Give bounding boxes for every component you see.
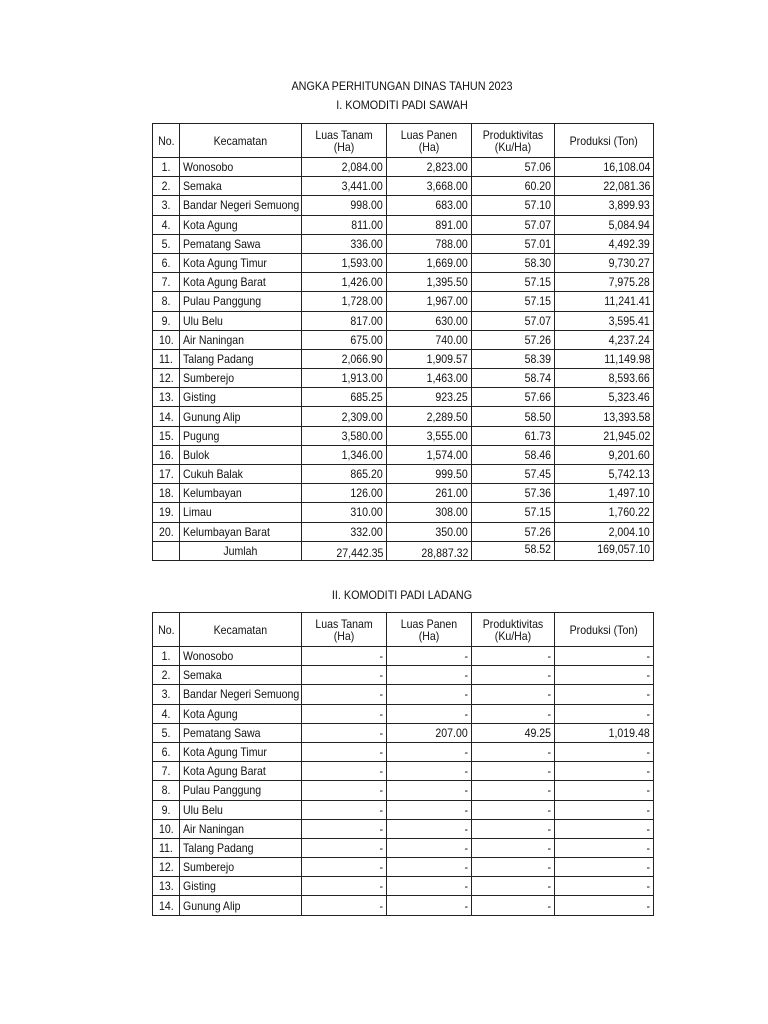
luas-tanam-cell: 865.20 <box>302 465 387 484</box>
header-no: No. <box>153 124 180 158</box>
kecamatan-cell: Air Naningan <box>180 330 302 349</box>
table-row <box>153 858 654 877</box>
kecamatan-cell: Kota Agung Barat <box>180 762 302 781</box>
luas-panen-cell: 891.00 <box>387 215 472 234</box>
no-cell: 4. <box>153 704 180 723</box>
table-header-row <box>153 124 654 158</box>
luas-tanam-cell: 1,346.00 <box>302 445 387 464</box>
table-padi-ladang <box>152 612 654 916</box>
produksi-cell: 5,084.94 <box>555 215 654 234</box>
produktivitas-cell: - <box>472 742 555 761</box>
produksi-cell: 21,945.02 <box>555 426 654 445</box>
table-row <box>153 196 654 215</box>
luas-tanam-cell: - <box>302 666 387 685</box>
no-cell: 17. <box>153 465 180 484</box>
luas-panen-cell: - <box>387 666 472 685</box>
produktivitas-cell: 58.74 <box>472 369 555 388</box>
luas-panen-cell: - <box>387 819 472 838</box>
no-cell: 12. <box>153 369 180 388</box>
no-cell: 10. <box>153 819 180 838</box>
luas-panen-cell: - <box>387 762 472 781</box>
no-cell: 11. <box>153 349 180 368</box>
section-title-padi-ladang: II. KOMODITI PADI LADANG <box>331 588 473 602</box>
table-row <box>153 522 654 541</box>
table-row <box>153 177 654 196</box>
produktivitas-cell: 57.36 <box>472 484 555 503</box>
table-row <box>153 426 654 445</box>
kecamatan-cell: Talang Padang <box>180 349 302 368</box>
kecamatan-cell: Kota Agung <box>180 704 302 723</box>
produksi-cell: - <box>555 762 654 781</box>
luas-panen-cell: 1,574.00 <box>387 445 472 464</box>
luas-tanam-cell: 1,593.00 <box>302 253 387 272</box>
luas-panen-cell: 1,909.57 <box>387 349 472 368</box>
kecamatan-cell: Kota Agung <box>180 215 302 234</box>
luas-panen-cell: - <box>387 685 472 704</box>
table-row <box>153 158 654 177</box>
produktivitas-cell: 61.73 <box>472 426 555 445</box>
produktivitas-cell: 58.50 <box>472 407 555 426</box>
luas-panen-cell: - <box>387 896 472 915</box>
produktivitas-cell: - <box>472 685 555 704</box>
produktivitas-cell: 60.20 <box>472 177 555 196</box>
produktivitas-cell: 57.07 <box>472 215 555 234</box>
luas-panen-cell: 3,668.00 <box>387 177 472 196</box>
produktivitas-cell: 58.39 <box>472 349 555 368</box>
no-cell: 18. <box>153 484 180 503</box>
produktivitas-cell: 57.66 <box>472 388 555 407</box>
no-cell: 1. <box>153 158 180 177</box>
no-cell: 3. <box>153 685 180 704</box>
header-produktivitas: Produktivitas (Ku/Ha) <box>472 613 555 647</box>
kecamatan-cell: Sumberejo <box>180 369 302 388</box>
no-cell: 14. <box>153 896 180 915</box>
table-row <box>153 330 654 349</box>
produksi-cell: - <box>555 819 654 838</box>
no-cell: 16. <box>153 445 180 464</box>
total-label: Jumlah <box>180 541 302 560</box>
kecamatan-cell: Bulok <box>180 445 302 464</box>
kecamatan-cell: Pulau Panggung <box>180 292 302 311</box>
luas-panen-cell: - <box>387 877 472 896</box>
no-cell: 9. <box>153 311 180 330</box>
luas-tanam-cell: 1,728.00 <box>302 292 387 311</box>
produktivitas-cell: 57.06 <box>472 158 555 177</box>
no-cell: 3. <box>153 196 180 215</box>
produktivitas-cell: - <box>472 647 555 666</box>
produktivitas-cell: 58.46 <box>472 445 555 464</box>
produksi-cell: 9,201.60 <box>555 445 654 464</box>
luas-tanam-cell: - <box>302 877 387 896</box>
kecamatan-cell: Wonosobo <box>180 158 302 177</box>
produksi-cell: 1,760.22 <box>555 503 654 522</box>
luas-panen-cell: 2,289.50 <box>387 407 472 426</box>
luas-tanam-cell: 3,441.00 <box>302 177 387 196</box>
produktivitas-cell: 57.26 <box>472 330 555 349</box>
table-row <box>153 896 654 915</box>
luas-tanam-cell: 811.00 <box>302 215 387 234</box>
table-row <box>153 704 654 723</box>
luas-tanam-cell: - <box>302 781 387 800</box>
table-row <box>153 685 654 704</box>
total-luas-tanam: 27,442.35 <box>302 541 387 560</box>
kecamatan-cell: Cukuh Balak <box>180 465 302 484</box>
table-row <box>153 742 654 761</box>
luas-panen-cell: - <box>387 800 472 819</box>
luas-panen-cell: 1,463.00 <box>387 369 472 388</box>
header-produksi: Produksi (Ton) <box>555 613 654 647</box>
table-padi-sawah <box>152 123 654 561</box>
luas-panen-cell: 3,555.00 <box>387 426 472 445</box>
produktivitas-cell: 57.26 <box>472 522 555 541</box>
produktivitas-cell: 57.15 <box>472 503 555 522</box>
luas-panen-cell: 1,395.50 <box>387 273 472 292</box>
total-produksi: 169,057.10 <box>555 541 654 560</box>
kecamatan-cell: Semaka <box>180 177 302 196</box>
total-row <box>153 541 654 560</box>
luas-panen-cell: 1,967.00 <box>387 292 472 311</box>
luas-tanam-cell: - <box>302 742 387 761</box>
kecamatan-cell: Ulu Belu <box>180 800 302 819</box>
produktivitas-cell: 57.45 <box>472 465 555 484</box>
produktivitas-cell: - <box>472 858 555 877</box>
luas-tanam-cell: - <box>302 800 387 819</box>
produksi-cell: 5,323.46 <box>555 388 654 407</box>
produktivitas-cell: 57.01 <box>472 234 555 253</box>
luas-tanam-cell: - <box>302 723 387 742</box>
produktivitas-cell: - <box>472 704 555 723</box>
header-no: No. <box>153 613 180 647</box>
produktivitas-cell: 58.30 <box>472 253 555 272</box>
produksi-cell: - <box>555 858 654 877</box>
produksi-cell: 8,593.66 <box>555 369 654 388</box>
table-row <box>153 388 654 407</box>
produktivitas-cell: - <box>472 819 555 838</box>
no-cell: 2. <box>153 177 180 196</box>
no-cell: 19. <box>153 503 180 522</box>
luas-tanam-cell: 685.25 <box>302 388 387 407</box>
luas-tanam-cell: - <box>302 685 387 704</box>
no-cell: 12. <box>153 858 180 877</box>
produksi-cell: - <box>555 704 654 723</box>
produksi-cell: - <box>555 781 654 800</box>
produksi-cell: 16,108.04 <box>555 158 654 177</box>
produksi-cell: - <box>555 742 654 761</box>
produksi-cell: - <box>555 666 654 685</box>
header-produktivitas: Produktivitas (Ku/Ha) <box>472 124 555 158</box>
kecamatan-cell: Kota Agung Timur <box>180 253 302 272</box>
produksi-cell: 11,149.98 <box>555 349 654 368</box>
produktivitas-cell: 57.07 <box>472 311 555 330</box>
kecamatan-cell: Pematang Sawa <box>180 234 302 253</box>
table-row <box>153 762 654 781</box>
no-cell: 20. <box>153 522 180 541</box>
produksi-cell: 7,975.28 <box>555 273 654 292</box>
produksi-cell: 1,019.48 <box>555 723 654 742</box>
kecamatan-cell: Gunung Alip <box>180 407 302 426</box>
luas-panen-cell: 207.00 <box>387 723 472 742</box>
no-cell: 9. <box>153 800 180 819</box>
kecamatan-cell: Wonosobo <box>180 647 302 666</box>
luas-panen-cell: 261.00 <box>387 484 472 503</box>
no-cell: 7. <box>153 762 180 781</box>
kecamatan-cell: Pulau Panggung <box>180 781 302 800</box>
no-cell: 13. <box>153 877 180 896</box>
header-produksi: Produksi (Ton) <box>555 124 654 158</box>
luas-tanam-cell: - <box>302 647 387 666</box>
produksi-cell: - <box>555 877 654 896</box>
table-row <box>153 273 654 292</box>
produksi-cell: 4,237.24 <box>555 330 654 349</box>
table-row <box>153 838 654 857</box>
header-luas-panen: Luas Panen (Ha) <box>387 124 472 158</box>
produktivitas-cell: 57.15 <box>472 292 555 311</box>
no-cell: 5. <box>153 234 180 253</box>
produksi-cell: 5,742.13 <box>555 465 654 484</box>
table-row <box>153 800 654 819</box>
luas-panen-cell: - <box>387 781 472 800</box>
luas-tanam-cell: - <box>302 858 387 877</box>
table-row <box>153 311 654 330</box>
produksi-cell: 22,081.36 <box>555 177 654 196</box>
luas-panen-cell: 999.50 <box>387 465 472 484</box>
table-header-row <box>153 613 654 647</box>
kecamatan-cell: Kota Agung Barat <box>180 273 302 292</box>
table-row <box>153 819 654 838</box>
no-cell: 6. <box>153 742 180 761</box>
kecamatan-cell: Gisting <box>180 877 302 896</box>
produktivitas-cell: 57.15 <box>472 273 555 292</box>
kecamatan-cell: Semaka <box>180 666 302 685</box>
luas-tanam-cell: 1,426.00 <box>302 273 387 292</box>
kecamatan-cell: Air Naningan <box>180 819 302 838</box>
table-row <box>153 234 654 253</box>
produksi-cell: 11,241.41 <box>555 292 654 311</box>
total-luas-panen: 28,887.32 <box>387 541 472 560</box>
luas-panen-cell: 2,823.00 <box>387 158 472 177</box>
header-kecamatan: Kecamatan <box>180 613 302 647</box>
kecamatan-cell: Bandar Negeri Semuong <box>180 685 302 704</box>
section-title-padi-sawah: I. KOMODITI PADI SAWAH <box>336 98 468 112</box>
luas-tanam-cell: 675.00 <box>302 330 387 349</box>
table-row <box>153 369 654 388</box>
no-cell: 6. <box>153 253 180 272</box>
produktivitas-cell: - <box>472 666 555 685</box>
kecamatan-cell: Limau <box>180 503 302 522</box>
table-row <box>153 215 654 234</box>
no-cell: 11. <box>153 838 180 857</box>
produksi-cell: - <box>555 685 654 704</box>
table-body-padi-ladang <box>153 647 654 916</box>
kecamatan-cell: Kelumbayan <box>180 484 302 503</box>
produksi-cell: - <box>555 896 654 915</box>
table-row <box>153 666 654 685</box>
luas-panen-cell: 1,669.00 <box>387 253 472 272</box>
luas-panen-cell: - <box>387 704 472 723</box>
no-cell: 14. <box>153 407 180 426</box>
luas-tanam-cell: 126.00 <box>302 484 387 503</box>
produksi-cell: 2,004.10 <box>555 522 654 541</box>
table-row <box>153 723 654 742</box>
produktivitas-cell: - <box>472 838 555 857</box>
produksi-cell: 1,497.10 <box>555 484 654 503</box>
luas-panen-cell: 683.00 <box>387 196 472 215</box>
luas-panen-cell: - <box>387 742 472 761</box>
luas-tanam-cell: - <box>302 762 387 781</box>
luas-panen-cell: 923.25 <box>387 388 472 407</box>
total-no-cell <box>153 541 180 560</box>
no-cell: 13. <box>153 388 180 407</box>
kecamatan-cell: Kota Agung Timur <box>180 742 302 761</box>
luas-panen-cell: 350.00 <box>387 522 472 541</box>
luas-panen-cell: 630.00 <box>387 311 472 330</box>
no-cell: 7. <box>153 273 180 292</box>
table-row <box>153 484 654 503</box>
produksi-cell: 3,899.93 <box>555 196 654 215</box>
no-cell: 2. <box>153 666 180 685</box>
no-cell: 4. <box>153 215 180 234</box>
kecamatan-cell: Sumberejo <box>180 858 302 877</box>
produktivitas-cell: 49.25 <box>472 723 555 742</box>
kecamatan-cell: Bandar Negeri Semuong <box>180 196 302 215</box>
luas-tanam-cell: 998.00 <box>302 196 387 215</box>
luas-tanam-cell: 332.00 <box>302 522 387 541</box>
luas-panen-cell: - <box>387 858 472 877</box>
produktivitas-cell: - <box>472 781 555 800</box>
luas-tanam-cell: - <box>302 838 387 857</box>
table-row <box>153 877 654 896</box>
luas-tanam-cell: 3,580.00 <box>302 426 387 445</box>
header-luas-tanam: Luas Tanam (Ha) <box>302 613 387 647</box>
produksi-cell: - <box>555 838 654 857</box>
produktivitas-cell: - <box>472 800 555 819</box>
kecamatan-cell: Gisting <box>180 388 302 407</box>
table-row <box>153 253 654 272</box>
luas-tanam-cell: 310.00 <box>302 503 387 522</box>
no-cell: 10. <box>153 330 180 349</box>
total-produktivitas: 58.52 <box>472 541 555 560</box>
produksi-cell: 13,393.58 <box>555 407 654 426</box>
table-row <box>153 349 654 368</box>
kecamatan-cell: Pematang Sawa <box>180 723 302 742</box>
produksi-cell: 9,730.27 <box>555 253 654 272</box>
header-luas-panen: Luas Panen (Ha) <box>387 613 472 647</box>
luas-tanam-cell: - <box>302 896 387 915</box>
luas-panen-cell: - <box>387 647 472 666</box>
luas-tanam-cell: 2,309.00 <box>302 407 387 426</box>
produksi-cell: 4,492.39 <box>555 234 654 253</box>
produksi-cell: 3,595.41 <box>555 311 654 330</box>
produksi-cell: - <box>555 800 654 819</box>
no-cell: 15. <box>153 426 180 445</box>
header-luas-tanam: Luas Tanam (Ha) <box>302 124 387 158</box>
kecamatan-cell: Talang Padang <box>180 838 302 857</box>
table-row <box>153 407 654 426</box>
luas-panen-cell: 308.00 <box>387 503 472 522</box>
no-cell: 8. <box>153 781 180 800</box>
luas-tanam-cell: 2,084.00 <box>302 158 387 177</box>
kecamatan-cell: Pugung <box>180 426 302 445</box>
table-row <box>153 465 654 484</box>
produktivitas-cell: - <box>472 896 555 915</box>
no-cell: 8. <box>153 292 180 311</box>
table-row <box>153 445 654 464</box>
luas-tanam-cell: 336.00 <box>302 234 387 253</box>
table-row <box>153 503 654 522</box>
luas-panen-cell: 788.00 <box>387 234 472 253</box>
produktivitas-cell: - <box>472 762 555 781</box>
luas-tanam-cell: 1,913.00 <box>302 369 387 388</box>
kecamatan-cell: Ulu Belu <box>180 311 302 330</box>
no-cell: 1. <box>153 647 180 666</box>
produksi-cell: - <box>555 647 654 666</box>
luas-tanam-cell: 817.00 <box>302 311 387 330</box>
produktivitas-cell: 57.10 <box>472 196 555 215</box>
table-row <box>153 292 654 311</box>
table-row <box>153 781 654 800</box>
luas-tanam-cell: 2,066.90 <box>302 349 387 368</box>
kecamatan-cell: Kelumbayan Barat <box>180 522 302 541</box>
produktivitas-cell: - <box>472 877 555 896</box>
table-body-padi-sawah <box>153 158 654 542</box>
no-cell: 5. <box>153 723 180 742</box>
luas-panen-cell: 740.00 <box>387 330 472 349</box>
kecamatan-cell: Gunung Alip <box>180 896 302 915</box>
luas-tanam-cell: - <box>302 704 387 723</box>
header-kecamatan: Kecamatan <box>180 124 302 158</box>
page-title: ANGKA PERHITUNGAN DINAS TAHUN 2023 <box>291 79 513 93</box>
table-row <box>153 647 654 666</box>
luas-tanam-cell: - <box>302 819 387 838</box>
luas-panen-cell: - <box>387 838 472 857</box>
